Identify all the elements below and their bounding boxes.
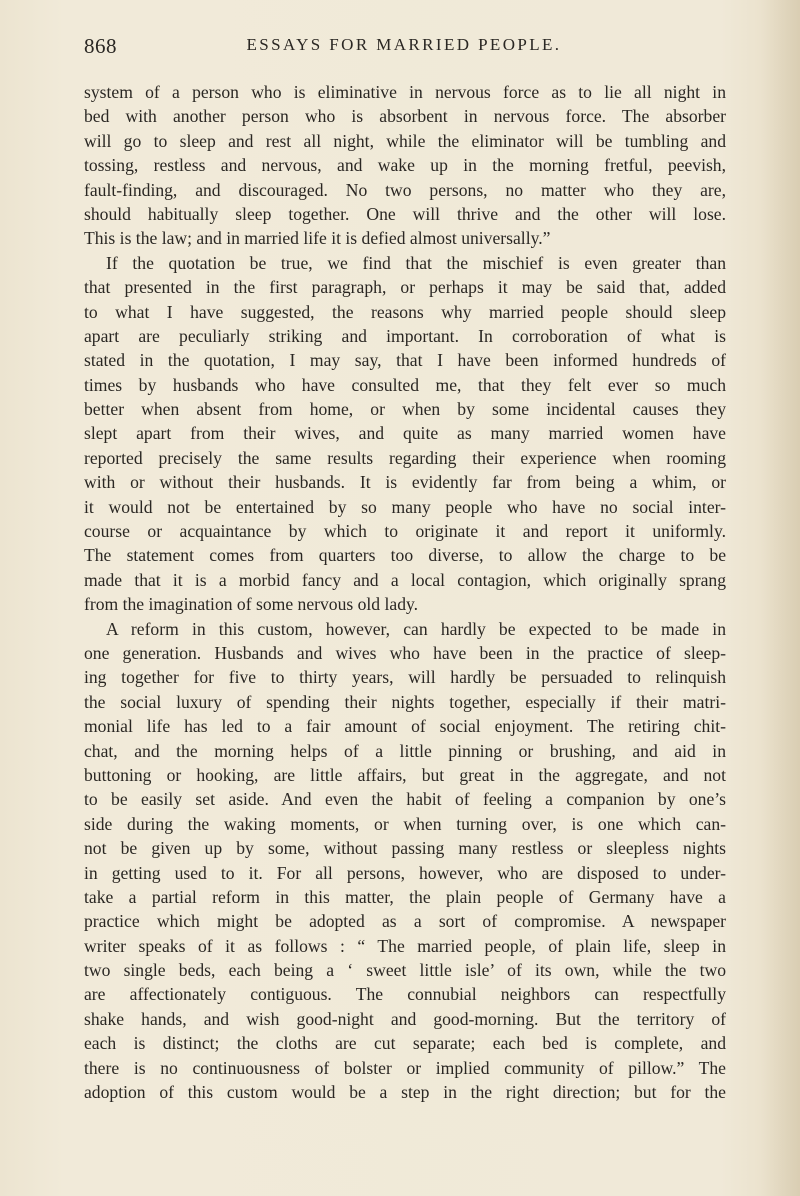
text-line: times by husbands who have consulted me, that they felt ever so much — [84, 374, 726, 395]
text-line: buttoning or hooking, are little affairs, but great in the aggregate, and not — [84, 764, 726, 785]
text-line: The statement comes from quarters too diverse, to allow the charge to be — [84, 545, 726, 566]
text-line: better when absent from home, or when by some incidental causes they — [84, 399, 726, 420]
text-line: fault-finding, and discouraged. No two persons, no matter who they are, — [84, 179, 726, 200]
text-line: each is distinct; the cloths are cut separate; each bed is complete, and — [84, 1033, 726, 1054]
text-line: that presented in the first paragraph, or perhaps it may be said that, added — [84, 277, 726, 298]
text-line: are affectionately contiguous. The connubial neighbors can respectfully — [84, 984, 726, 1005]
text-line: shake hands, and wish good-night and good-morning. But the territory of — [84, 1008, 726, 1029]
text-line: not be given up by some, without passing many restless or sleepless nights — [84, 838, 726, 859]
text-line: This is the law; and in married life it is defied almost universally.” — [84, 228, 551, 249]
text-line: it would not be entertained by so many people who have no social inter- — [84, 496, 726, 517]
text-line: made that it is a morbid fancy and a local contagion, which originally sprang — [84, 569, 726, 590]
text-line: one generation. Husbands and wives who have been in the practice of sleep- — [84, 642, 726, 663]
text-line: slept apart from their wives, and quite as many married women have — [84, 423, 726, 444]
text-line: adoption of this custom would be a step in the right direction; but for the — [84, 1082, 726, 1103]
text-line: from the imagination of some nervous old lady. — [84, 594, 419, 615]
text-line: in getting used to it. For all persons, however, who are disposed to under- — [84, 862, 726, 883]
running-head: ESSAYS FOR MARRIED PEOPLE. — [246, 35, 562, 54]
text-line: take a partial reform in this matter, the plain people of Germany have a — [84, 886, 726, 907]
text-line: reported precisely the same results regarding their experience when rooming — [84, 447, 726, 468]
text-line: apart are peculiarly striking and important. In corroboration of what is — [84, 325, 726, 346]
text-line: If the quotation be true, we find that the mischief is even greater than — [106, 252, 726, 273]
text-line: will go to sleep and rest all night, while the eliminator will be tumbling and — [84, 130, 726, 151]
text-line: monial life has led to a fair amount of social enjoyment. The retiring chit- — [84, 716, 726, 737]
page-number: 868 — [84, 34, 117, 58]
text-line: writer speaks of it as follows : “ The married people, of plain life, sleep in — [84, 935, 726, 956]
text-line: system of a person who is eliminative in nervous force as to lie all night in — [84, 82, 726, 102]
text-line: with or without their husbands. It is evidently far from being a whim, or — [84, 472, 726, 493]
page-edge-shadow — [760, 0, 800, 1196]
text-line: the social luxury of spending their nights together, especially if their matri- — [84, 691, 726, 712]
text-line: course or acquaintance by which to originate it and report it uniformly. — [84, 521, 726, 542]
text-line: practice which might be adopted as a sort of compromise. A newspaper — [84, 911, 726, 932]
text-line: should habitually sleep together. One will thrive and the other will lose. — [84, 203, 726, 224]
text-line: chat, and the morning helps of a little pinning or brushing, and aid in — [84, 740, 726, 761]
text-line: bed with another person who is absorbent in nervous force. The absorber — [84, 106, 726, 127]
text-line: side during the waking moments, or when turning over, is one which can- — [84, 813, 726, 834]
text-line: there is no continuousness of bolster or implied community of pillow.” The — [84, 1057, 726, 1078]
text-line: two single beds, each being a ‘ sweet little isle’ of its own, while the two — [84, 960, 726, 981]
text-line: tossing, restless and nervous, and wake up in the morning fretful, peevish, — [84, 155, 726, 176]
text-line: ing together for five to thirty years, will hardly be persuaded to relinquish — [84, 667, 726, 688]
text-line: to what I have suggested, the reasons why married people should sleep — [84, 301, 726, 322]
text-line: A reform in this custom, however, can hardly be expected to be made in — [106, 618, 726, 639]
body-text — [84, 80, 726, 1104]
page-header — [84, 34, 724, 58]
text-line: stated in the quotation, I may say, that I have been informed hundreds of — [84, 350, 726, 371]
text-line: to be easily set aside. And even the habit of feeling a companion by one’s — [84, 789, 726, 810]
